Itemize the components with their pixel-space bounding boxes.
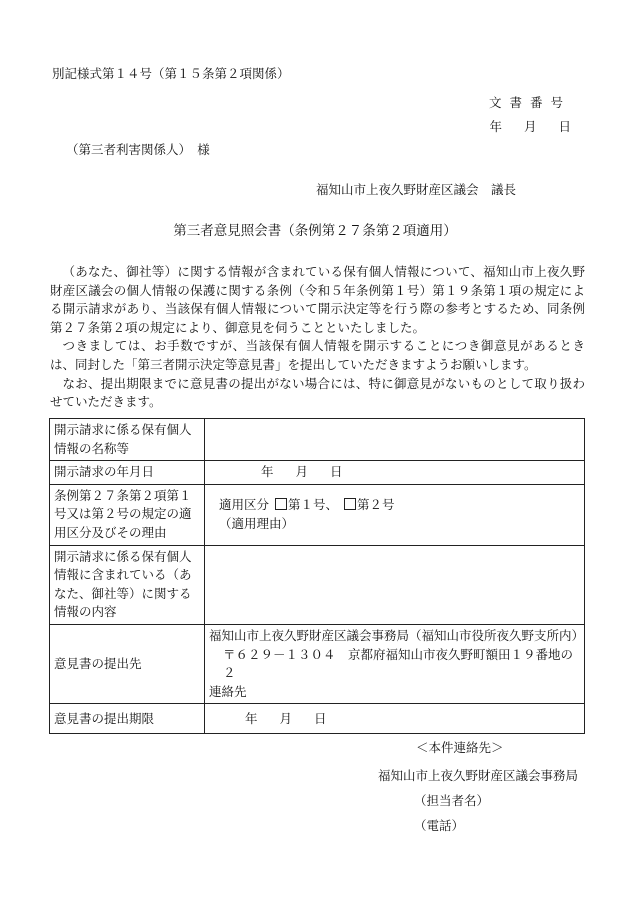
form-number: 別記様式第１４号（第１５条第２項関係） bbox=[52, 66, 290, 81]
row-value-info-name bbox=[205, 419, 585, 461]
table-row bbox=[50, 545, 585, 624]
deadline-day: 日 bbox=[314, 710, 327, 726]
date-day: 日 bbox=[558, 119, 571, 134]
row-value-deadline bbox=[205, 704, 585, 734]
deadline-month: 月 bbox=[279, 710, 293, 726]
row-label-category: 条例第２７条第２項第１号又は第２号の規定の適用区分及びその理由 bbox=[50, 484, 205, 545]
row-value-category bbox=[205, 484, 585, 545]
table-row bbox=[50, 419, 585, 461]
deadline-year: 年 bbox=[245, 710, 258, 726]
table-row bbox=[50, 704, 585, 734]
row-label-deadline: 意見書の提出期限 bbox=[50, 704, 205, 734]
contact-office: 福知山市上夜久野財産区議会事務局 bbox=[378, 768, 579, 783]
checkbox-option-2[interactable] bbox=[344, 498, 356, 510]
reason-label: （適用理由） bbox=[219, 515, 295, 531]
date-month: 月 bbox=[523, 119, 537, 134]
date-year: 年 bbox=[489, 119, 502, 134]
info-table bbox=[49, 418, 585, 734]
table-row bbox=[50, 484, 585, 545]
contact-phone: （電話） bbox=[414, 818, 465, 833]
row-label-info-content: 開示請求に係る保有個人情報に含まれている（あなた、御社等）に関する情報の内容 bbox=[50, 545, 205, 624]
table-row bbox=[50, 461, 585, 485]
option-1-label: 第１号、 bbox=[288, 497, 339, 513]
submission-address: 〒６２９－１３０４ 京都府福知山市夜久野町額田１９番地の２ bbox=[223, 646, 574, 681]
row-label-info-name: 開示請求に係る保有個人情報の名称等 bbox=[50, 419, 205, 461]
body-paragraph-2: つきましては、お手数ですが、当該保有個人情報を開示することにつき御意見があるときは、同封した「第三者開示決定等意見書」を提出していただきますようお願いします。 bbox=[50, 338, 585, 372]
addressee: （第三者利害関係人） 様 bbox=[66, 142, 210, 157]
request-date-day: 日 bbox=[330, 464, 343, 480]
sender: 福知山市上夜久野財産区議会 議長 bbox=[315, 182, 516, 197]
row-label-submission-to: 意見書の提出先 bbox=[50, 624, 205, 703]
contact-person: （担当者名） bbox=[414, 793, 490, 808]
row-value-submission-to bbox=[205, 624, 585, 703]
table-row bbox=[50, 624, 585, 703]
body-paragraph-1: （あなた、御社等）に関する情報が含まれている保有個人情報について、福知山市上夜久野財産区議会の個人情報の保護に関する条例（令和５年条例第１号）第１９条第１項の規定による開示請求があり、当該保有個人情報について開示決定等を行う際の参考とするため、同条例第２７条第２項の規定により、御意見を伺うことといたしました。 bbox=[50, 264, 585, 335]
document-title: 第三者意見照会書（条例第２７条第２項適用） bbox=[173, 223, 457, 239]
body-text bbox=[50, 263, 585, 412]
document-number-label: 文書番号 bbox=[488, 95, 571, 110]
checkbox-option-1[interactable] bbox=[275, 498, 287, 510]
submission-contact: 連絡先 bbox=[209, 683, 247, 699]
contact-heading: ＜本件連絡先＞ bbox=[416, 740, 504, 755]
row-value-request-date bbox=[205, 461, 585, 485]
request-date-year: 年 bbox=[261, 464, 274, 480]
row-label-request-date: 開示請求の年月日 bbox=[50, 461, 205, 485]
row-value-info-content bbox=[205, 545, 585, 624]
category-label: 適用区分 bbox=[219, 497, 270, 513]
category-line bbox=[219, 496, 580, 515]
option-2-label: 第２号 bbox=[357, 497, 395, 513]
submission-office: 福知山市上夜久野財産区議会事務局（福知山市役所夜久野支所内） bbox=[209, 627, 585, 643]
body-paragraph-3: なお、提出期限までに意見書の提出がない場合には、特に御意見がないものとして取り扱わせていただきます。 bbox=[50, 375, 585, 410]
request-date-month: 月 bbox=[295, 464, 309, 480]
document-date bbox=[489, 119, 571, 136]
